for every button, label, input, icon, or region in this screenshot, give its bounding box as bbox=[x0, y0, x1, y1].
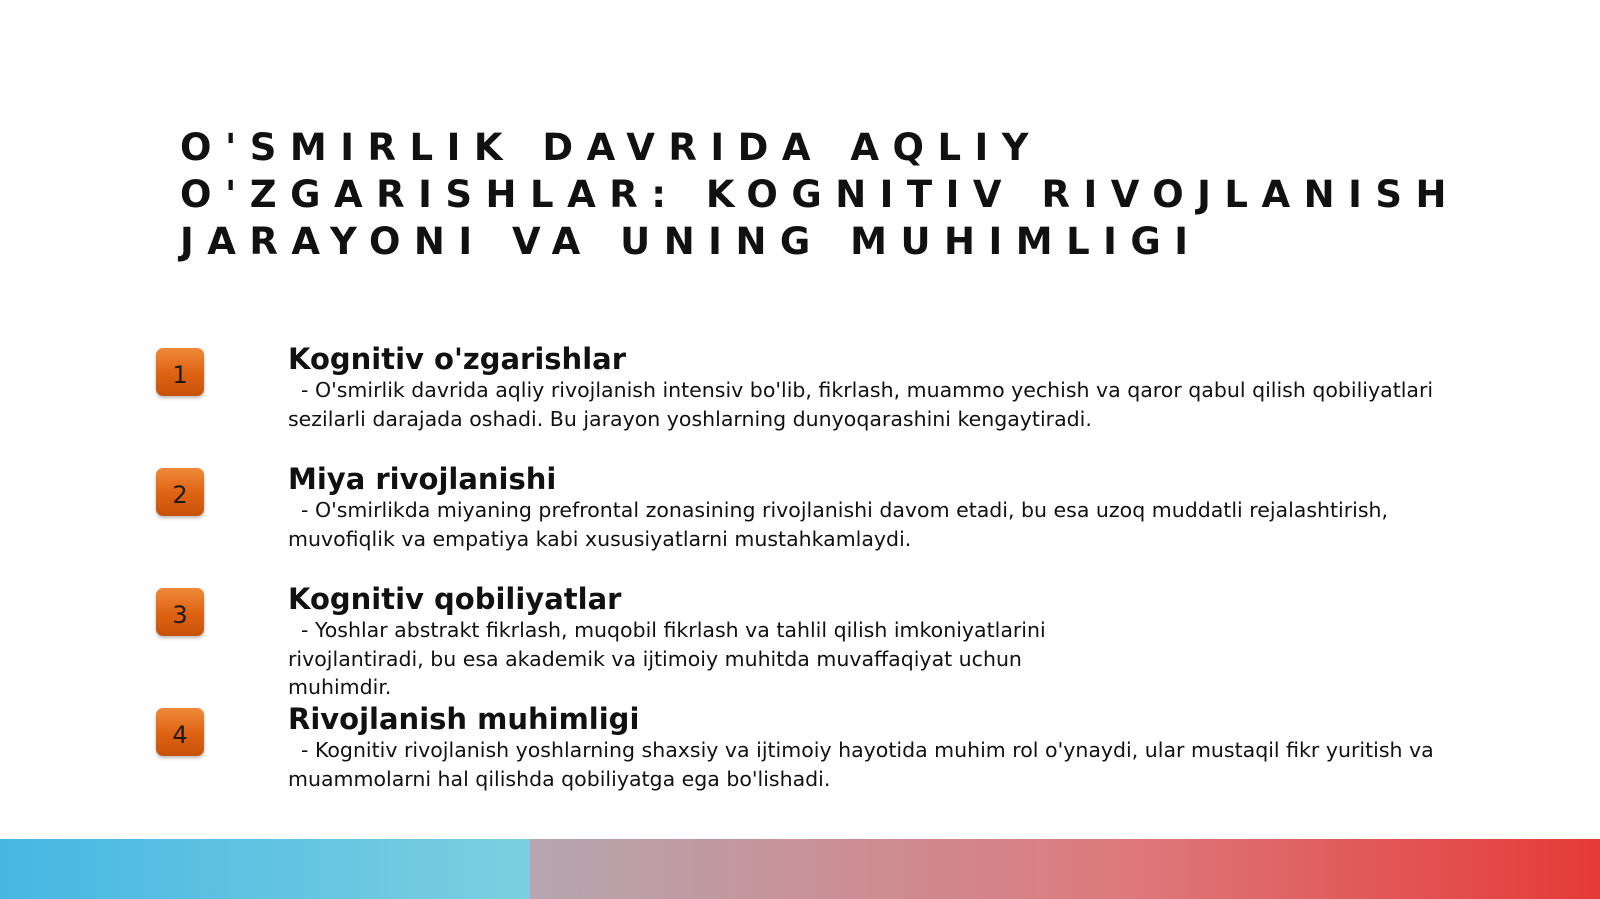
badge-number: 2 bbox=[172, 481, 188, 509]
band-left-segment bbox=[0, 839, 530, 899]
item-body bbox=[288, 702, 1488, 793]
item-heading: Kognitiv o'zgarishlar bbox=[288, 342, 627, 376]
item-text: - Kognitiv rivojlanish yoshlarning shaxsiy va ijtimoiy hayotida muhim rol o'ynaydi, ular mustaqil fikr yuritish va muammolarni hal qilishda qobiliyatga ega bo'lishadi. bbox=[288, 738, 1441, 791]
slide-title: O'SMIRLIK DAVRIDA AQLIY O'ZGARISHLAR: KOGNITIV RIVOJLANISH JARAYONI VA UNING MUHIMLIGI bbox=[180, 126, 1460, 263]
item-text: - O'smirlikda miyaning prefrontal zonasining rivojlanishi davom etadi, bu esa uzoq muddatli rejalashtirish, muvofiqlik va empatiya kabi xususiyatlarni mustahkamlaydi. bbox=[288, 498, 1395, 551]
item-body bbox=[288, 462, 1488, 553]
badge-number: 3 bbox=[172, 601, 188, 629]
item-text: - Yoshlar abstrakt fikrlash, muqobil fikrlash va tahlil qilish imkoniyatlarini rivojlantiradi, bu esa akademik va ijtimoiy muhitda muvaffaqiyat uchun muhimdir. bbox=[288, 618, 1046, 699]
band-right-segment bbox=[530, 839, 1600, 899]
item-body bbox=[288, 582, 1488, 702]
decorative-bottom-band bbox=[0, 839, 1600, 899]
item-heading: Miya rivojlanishi bbox=[288, 462, 557, 496]
badge-number: 1 bbox=[172, 361, 188, 389]
badge-number: 4 bbox=[172, 721, 188, 749]
item-body bbox=[288, 342, 1488, 433]
number-badge bbox=[156, 348, 204, 396]
item-heading: Kognitiv qobiliyatlar bbox=[288, 582, 622, 616]
number-badge bbox=[156, 588, 204, 636]
item-heading: Rivojlanish muhimligi bbox=[288, 702, 640, 736]
item-text: - O'smirlik davrida aqliy rivojlanish intensiv bo'lib, fikrlash, muammo yechish va qaror qabul qilish qobiliyatlari sezilarli darajada oshadi. Bu jarayon yoshlarning dunyoqarashini kengaytiradi. bbox=[288, 378, 1440, 431]
number-badge bbox=[156, 708, 204, 756]
number-badge bbox=[156, 468, 204, 516]
